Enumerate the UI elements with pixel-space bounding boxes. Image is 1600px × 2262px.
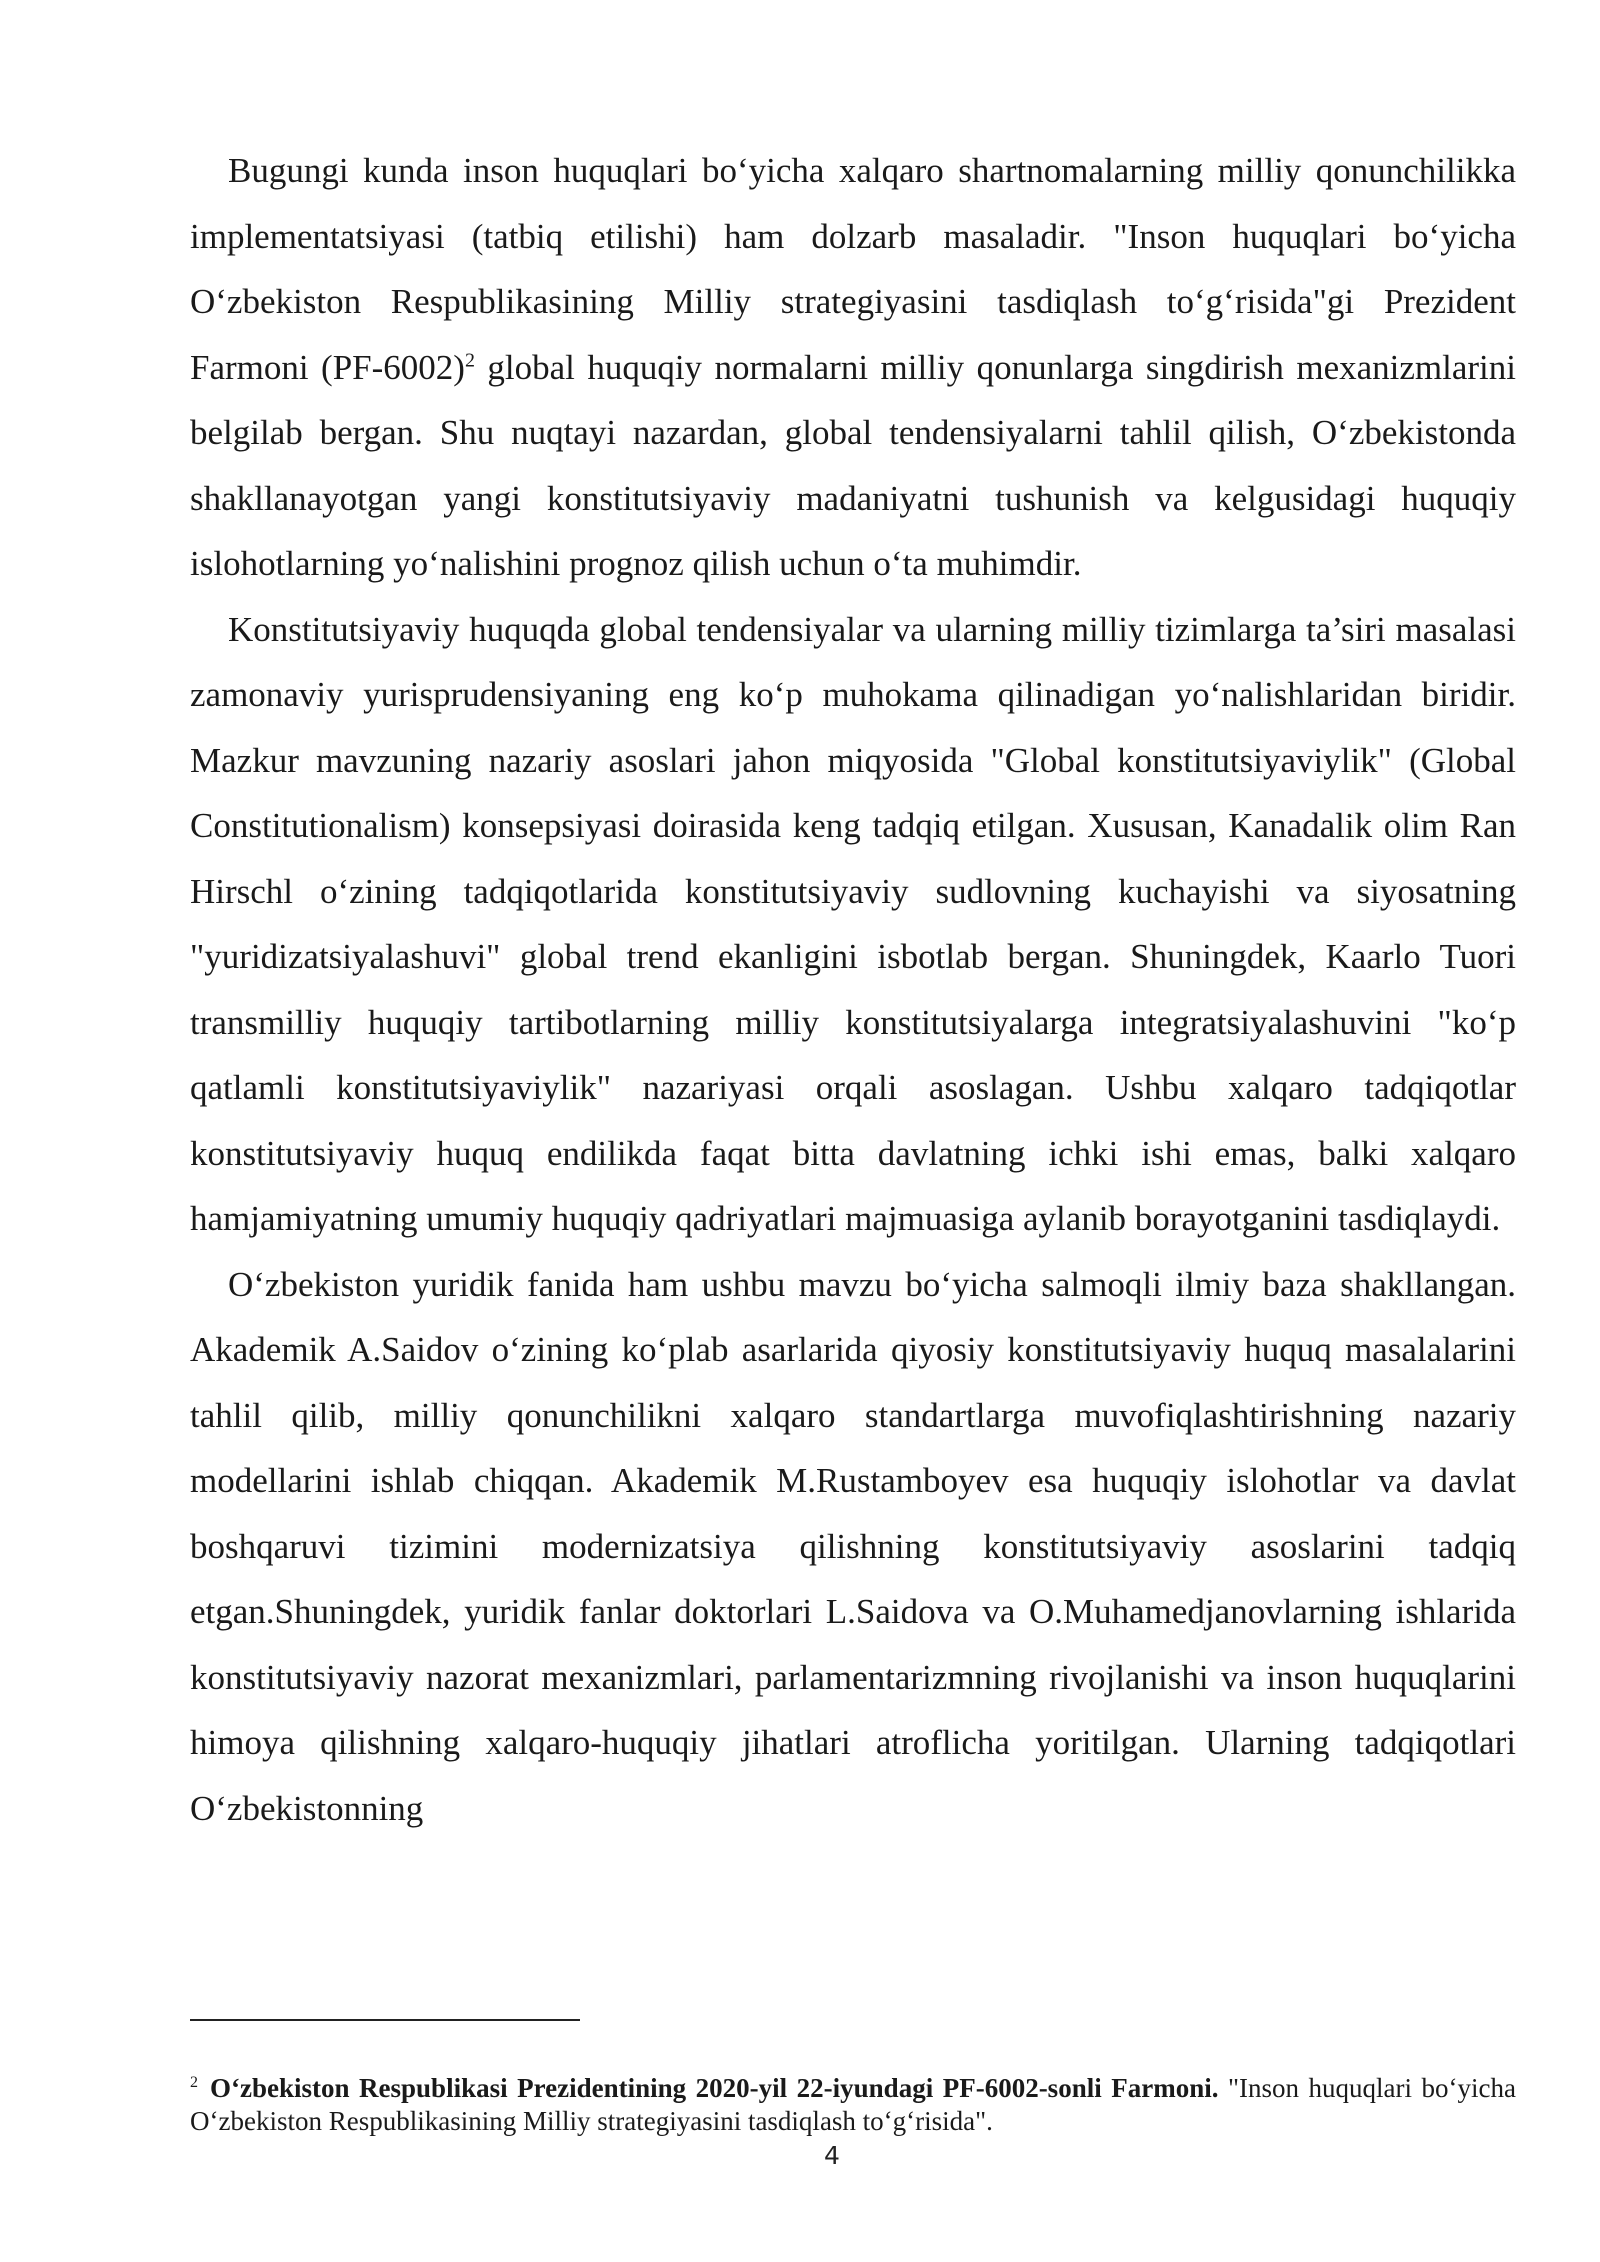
body-text <box>190 138 1516 1841</box>
footnote <box>190 2072 1516 2138</box>
paragraph-3: O‘zbekiston yuridik fanida ham ushbu mavzu bo‘yicha salmoqli ilmiy baza shakllangan. Akademik A.Saidov o‘zining ko‘plab asarlarida qiyosiy konstitutsiyaviy huquq masalalarini tahlil qilib, milliy qonunchilikni xalqaro standartlarga muvofiqlashtirishning nazariy modellarini ishlab chiqqan. Akademik M.Rustamboyev esa huquqiy islohotlar va davlat boshqaruvi tizimini modernizatsiya qilishning konstitutsiyaviy asoslarini tadqiq etgan.Shuningdek, yuridik fanlar doktorlari L.Saidova va O.Muhamedjanovlarning ishlarida konstitutsiyaviy nazorat mexanizmlari, parlamentarizmning rivojlanishi va inson huquqlarini himoya qilishning xalqaro-huquqiy jihatlari atroflicha yoritilgan. Ularning tadqiqotlari O‘zbekistonning <box>190 1264 1516 1828</box>
footnote-source-title: O‘zbekiston Respublikasi Prezidentining 2020-yil 22-iyundagi PF-6002-sonli Farmoni. <box>210 2073 1219 2103</box>
paragraph-1-text-start: Bugungi kunda inson huquqlari bo‘yicha xalqaro shartnomalarning milliy qonunchilikka implementatsiyasi (tatbiq etilishi) ham dolzarb masaladir. "Inson huquqlari bo‘yicha O‘zbekiston Respublikasining Milliy strategiyasini tasdiqlash to‘g‘risida"gi Prezident Farmoni (PF-6002) <box>190 151 1516 387</box>
footnote-marker: 2 <box>190 2074 198 2091</box>
paragraph-2: Konstitutsiyaviy huquqda global tendensiyalar va ularning milliy tizimlarga ta’siri masalasi zamonaviy yurisprudensiyaning eng ko‘p muhokama qilinadigan yo‘nalishlaridan biridir. Mazkur mavzuning nazariy asoslari jahon miqyosida "Global konstitutsiyaviylik" (Global Constitutionalism) konsepsiyasi doirasida keng tadqiq etilgan. Xususan, Kanadalik olim Ran Hirschl o‘zining tadqiqotlarida konstitutsiyaviy sudlovning kuchayishi va siyosatning "yuridizatsiyalashuvi" global trend ekanligini isbotlab bergan. Shuningdek, Kaarlo Tuori transmilliy huquqiy tartibotlarning milliy konstitutsiyalarga integratsiyalashuvini "ko‘p qatlamli konstitutsiyaviylik" nazariyasi orqali asoslagan. Ushbu xalqaro tadqiqotlar konstitutsiyaviy huquq endilikda faqat bitta davlatning ichki ishi emas, balki xalqaro hamjamiyatning umumiy huquqiy qadriyatlari majmuasiga aylanib borayotganini tasdiqlaydi. <box>190 609 1516 1238</box>
paragraph-1-text-end: global huquqiy normalarni milliy qonunlarga singdirish mexanizmlarini belgilab bergan. Shu nuqtayi nazardan, global tendensiyalarni tahlil qilish, O‘zbekistonda shakllanayotgan yangi konstitutsiyaviy madaniyatni tushunish va kelgusidagi huquqiy islohotlarning yo‘nalishini prognoz qilish uchun o‘ta muhimdir. <box>190 347 1517 583</box>
paragraph-1 <box>190 138 1516 597</box>
footnote-separator <box>190 2019 580 2021</box>
page-number: 4 <box>824 2141 840 2170</box>
footnote-reference[interactable]: 2 <box>464 348 475 371</box>
footnote-text: "Inson huquqlari bo‘yicha O‘zbekiston Respublikasining Milliy strategiyasini tasdiqlash to‘g‘risida". <box>190 2073 1516 2136</box>
